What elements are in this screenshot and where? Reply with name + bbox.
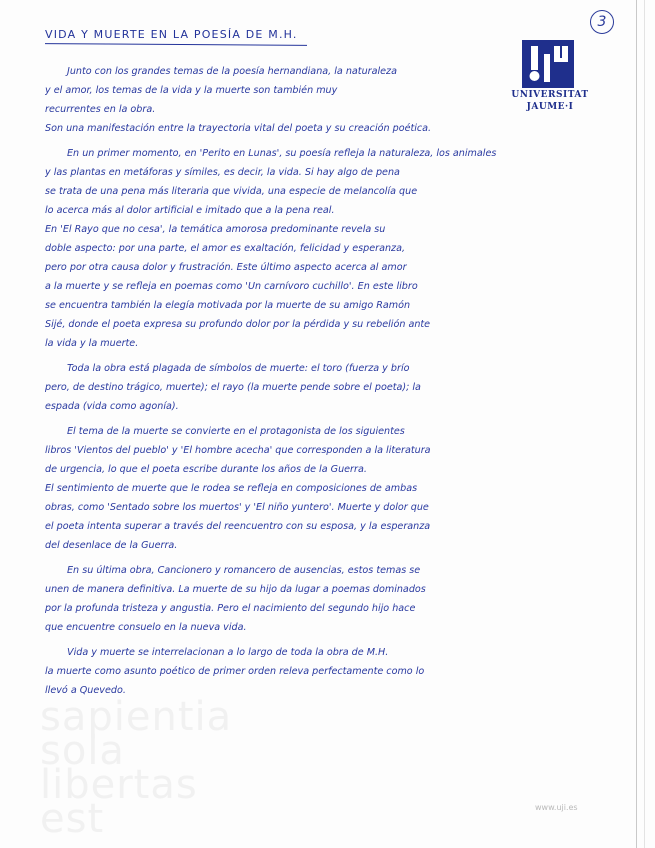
text-line: El tema de la muerte se convierte en el protagonista de los siguientes: [67, 426, 405, 437]
paragraph: [45, 561, 593, 637]
text-line: doble aspecto: por una parte, el amor es exaltación, felicidad y esperanza,: [45, 243, 405, 254]
text-line: Vida y muerte se interrelacionan a lo largo de toda la obra de M.H.: [67, 647, 389, 658]
text-line: del desenlace de la Guerra.: [45, 540, 178, 551]
text-line: por la profunda tristeza y angustia. Pero el nacimiento del segundo hijo hace: [45, 603, 416, 614]
logo-text-line1: UNIVERSITAT: [511, 90, 589, 100]
text-line: En 'El Rayo que no cesa', la temática amorosa predominante revela su: [45, 224, 386, 235]
text-line: lo acerca más al dolor artificial e imitado que a la pena real.: [45, 205, 335, 216]
text-line: recurrentes en la obra.: [45, 104, 156, 115]
text-line: de urgencia, lo que el poeta escribe durante los años de la Guerra.: [45, 464, 367, 475]
watermark-line: est: [40, 796, 105, 842]
text-line: El sentimiento de muerte que le rodea se refleja en composiciones de ambas: [45, 483, 418, 494]
text-line: En un primer momento, en 'Perito en Lunas', su poesía refleja la naturaleza, los animales: [67, 148, 497, 159]
text-line: se trata de una pena más literaria que vivida, una especie de melancolía que: [45, 186, 418, 197]
text-line: libros 'Vientos del pueblo' y 'El hombre acecha' que corresponden a la literatura: [45, 445, 431, 456]
text-line: pero por otra causa dolor y frustración. Este último aspecto acerca al amor: [45, 262, 407, 273]
text-line: En su última obra, Cancionero y romancero de ausencias, estos temas se: [67, 565, 421, 576]
paragraph: [45, 643, 593, 700]
text-line: el poeta intenta superar a través del reencuentro con su esposa, y la esperanza: [45, 521, 431, 532]
paragraph: [45, 359, 593, 416]
watermark-line: libertas: [40, 762, 198, 808]
text-line: unen de manera definitiva. La muerte de su hijo da lugar a poemas dominados: [45, 584, 426, 595]
text-line: obras, como 'Sentado sobre los muertos' y 'El niño yuntero'. Muerte y dolor que: [45, 502, 429, 513]
text-line: a la muerte y se refleja en poemas como 'Un carnívoro cuchillo'. En este libro: [45, 281, 418, 292]
text-line: se encuentra también la elegía motivada por la muerte de su amigo Ramón: [45, 300, 411, 311]
watermark-line: sapientia: [40, 694, 233, 740]
text-line: pero, de destino trágico, muerte); el rayo (la muerte pende sobre el poeta); la: [45, 382, 421, 393]
footer-url: www.uji.es: [535, 803, 578, 812]
text-line: Toda la obra está plagada de símbolos de muerte: el toro (fuerza y brío: [67, 363, 410, 374]
text-line: Son una manifestación entre la trayectoria vital del poeta y su creación poética.: [45, 123, 432, 134]
text-line: Sijé, donde el poeta expresa su profundo dolor por la pérdida y su rebelión ante: [45, 319, 431, 330]
text-line: que encuentre consuelo en la nueva vida.: [45, 622, 247, 633]
text-line: la vida y la muerte.: [45, 338, 139, 349]
title-underline: [45, 43, 307, 46]
watermark: [40, 694, 233, 842]
page-edge: [636, 0, 637, 848]
text-line: y el amor, los temas de la vida y la muerte son también muy: [45, 85, 338, 96]
text-line: Junto con los grandes temas de la poesía hernandiana, la naturaleza: [67, 66, 397, 77]
watermark-line: sola: [40, 728, 125, 774]
page-title: VIDA Y MUERTE EN LA POESÍA DE M.H.: [45, 28, 298, 41]
paragraph: [45, 144, 593, 353]
text-line: llevó a Quevedo.: [45, 685, 126, 696]
paragraph: [45, 62, 593, 138]
paragraph: [45, 422, 593, 555]
text-line: y las plantas en metáforas y símiles, es decir, la vida. Si hay algo de pena: [45, 167, 400, 178]
text-line: espada (vida como agonía).: [45, 401, 179, 412]
handwritten-body: [45, 62, 593, 700]
text-line: la muerte como asunto poético de primer orden releva perfectamente como lo: [45, 666, 425, 677]
page-edge: [644, 0, 645, 848]
logo-text-line2: JAUME·I: [526, 102, 574, 112]
page-number: 3: [590, 10, 614, 34]
